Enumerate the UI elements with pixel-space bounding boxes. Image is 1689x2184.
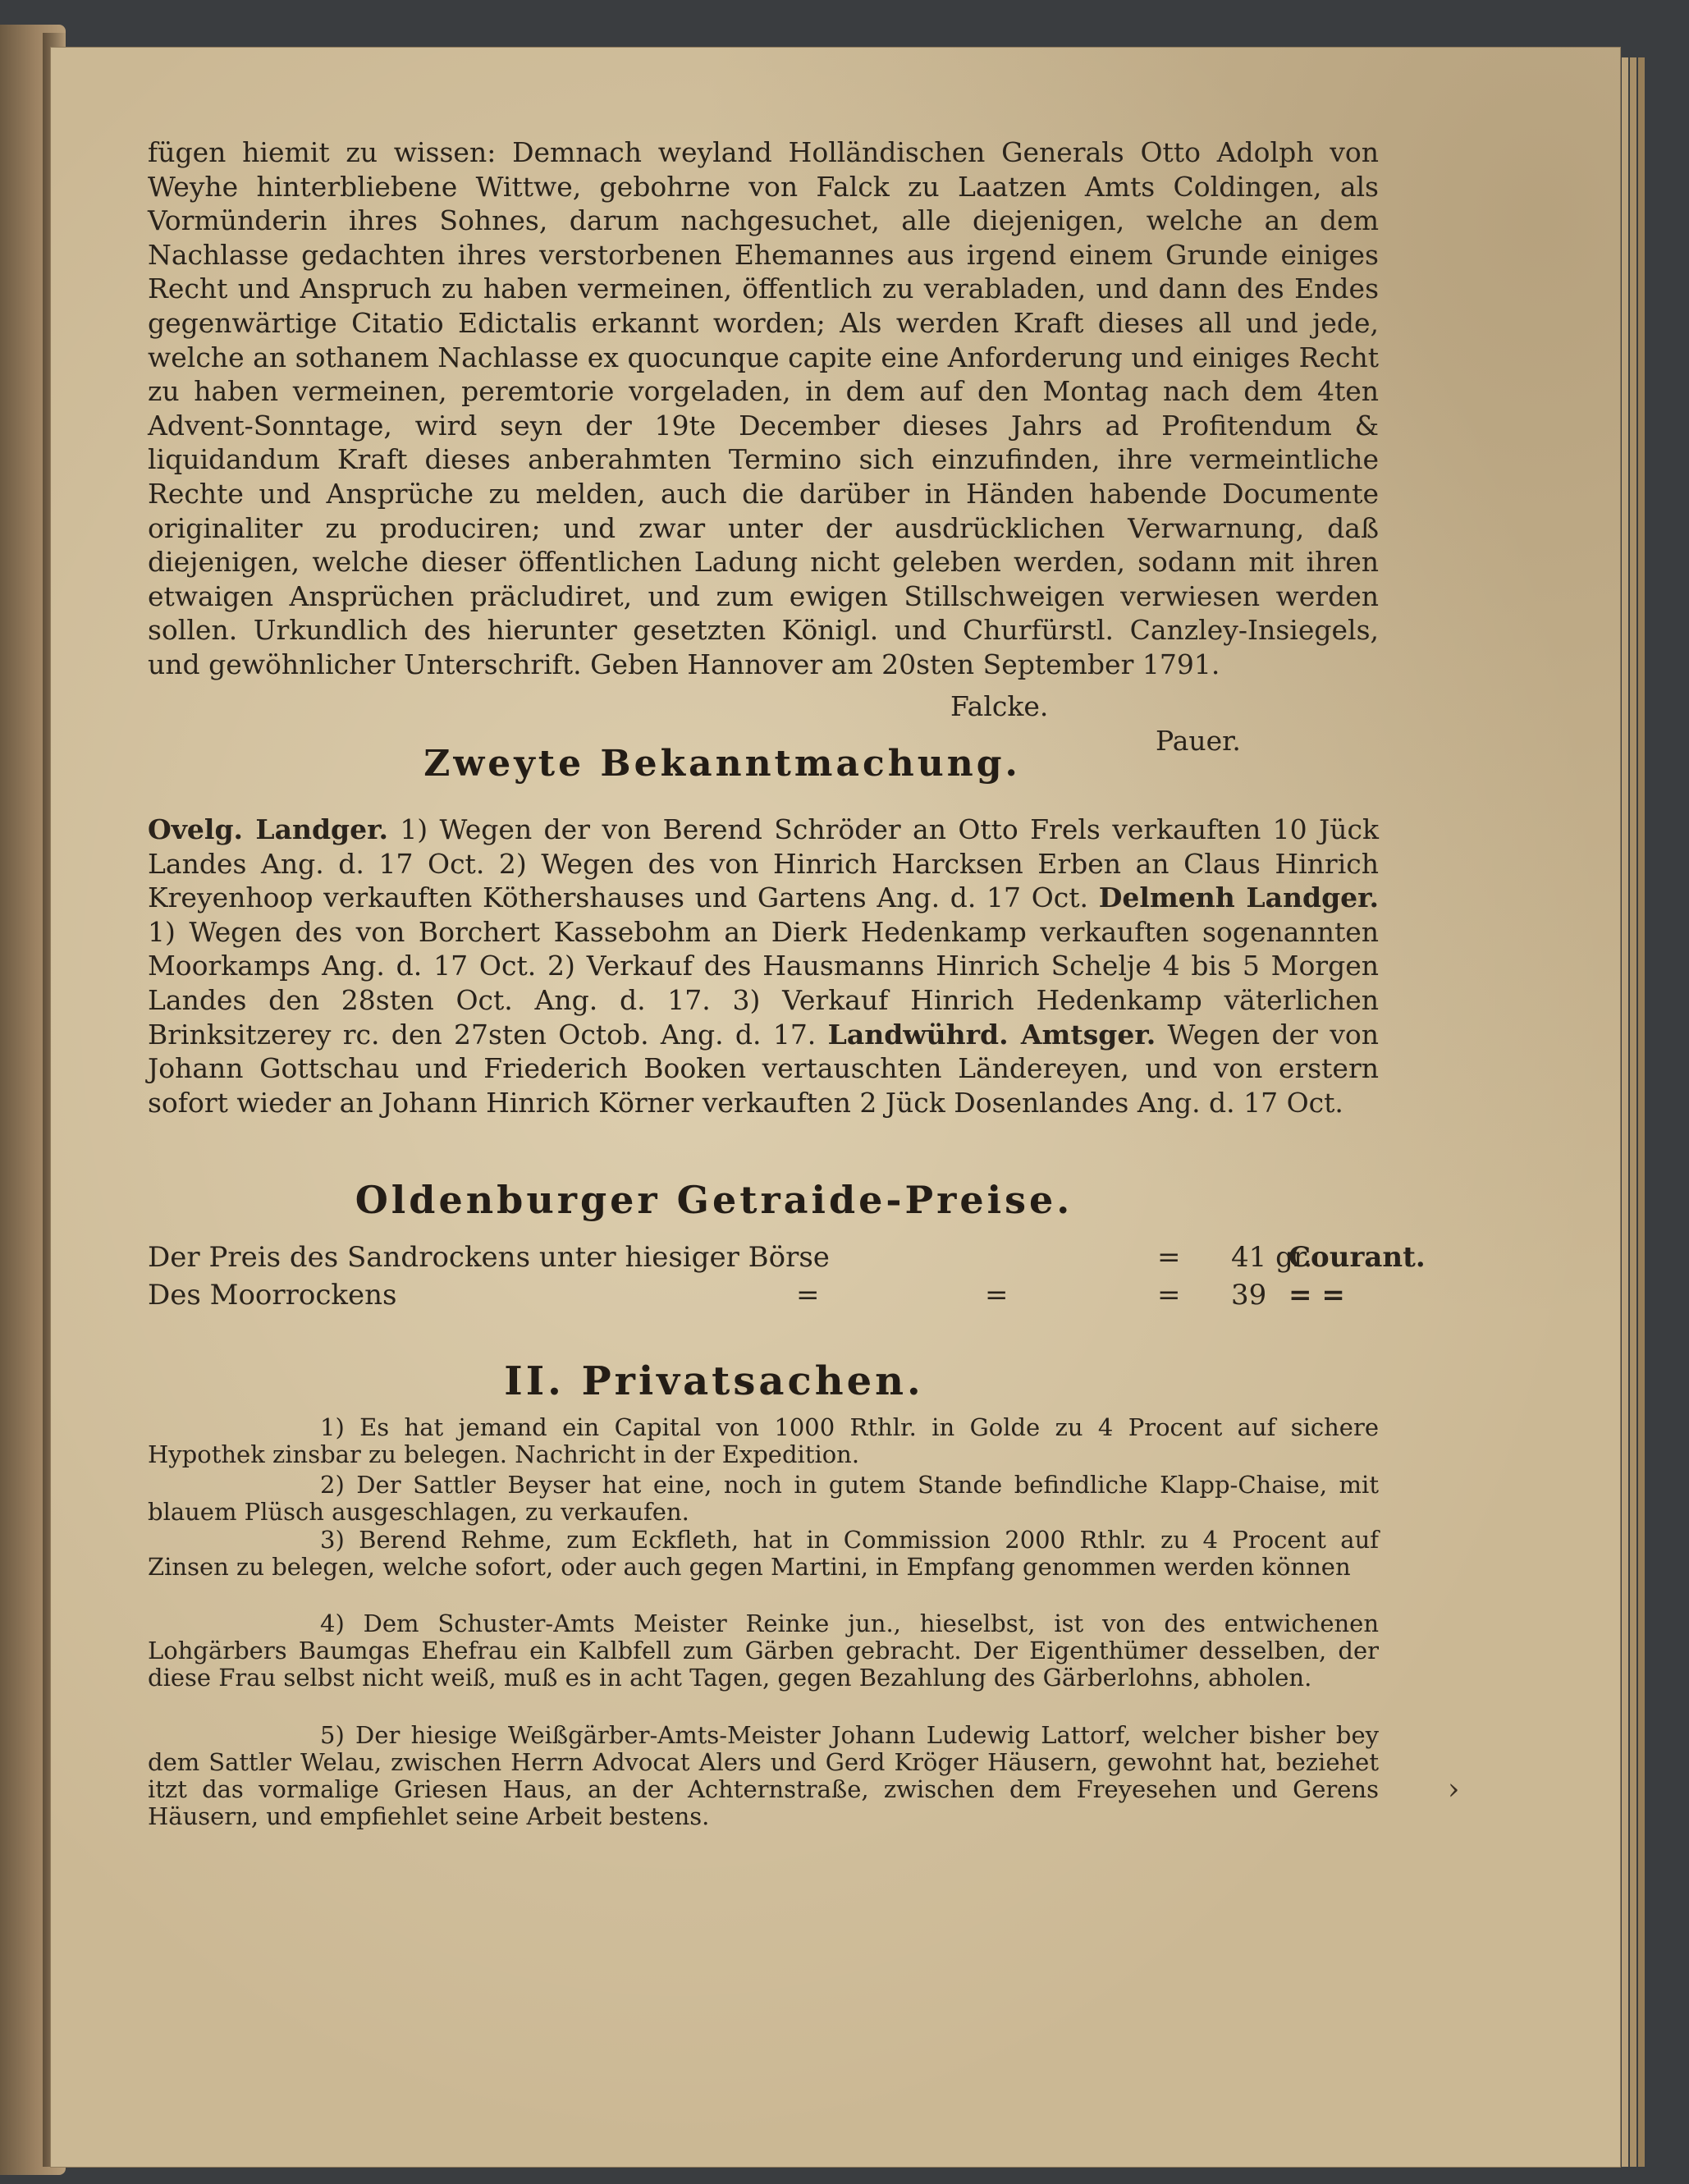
price-value: 41 gr.	[1231, 1241, 1313, 1274]
court-landwuehrden: Landwührd. Amtsger.	[827, 1018, 1156, 1051]
private-item	[148, 1527, 1379, 1581]
price-unit: = =	[1288, 1279, 1345, 1312]
price-value: 39	[1231, 1279, 1267, 1312]
court-landwuehrden-text: Wegen der von Johann Gottschau und Friederich Booken vertauschten Ländereyen, und von erstern sofort wieder an Johann Hinrich Körner verkauften 2 Jück Dosenlandes Ang. d. 17 Oct.	[148, 1018, 1379, 1119]
price-label: Der Preis des Sandrockens unter hiesiger Börse	[148, 1241, 830, 1274]
court-delmenhorst: Delmenh Landger.	[1098, 881, 1379, 914]
page-edge	[1622, 57, 1628, 2167]
court-ovelgoenne: Ovelg. Landger.	[148, 813, 388, 845]
private-item	[148, 1722, 1379, 1830]
private-item	[148, 1610, 1379, 1692]
price-row	[148, 1279, 1379, 1316]
private-item-text: 3) Berend Rehme, zum Eckfleth, hat in Commission 2000 Rthlr. zu 4 Procent auf Zinsen zu belegen, welche sofort, oder auch gegen Martini, in Empfang genommen werden können	[148, 1526, 1379, 1581]
heading-private-matters: II. Privatsachen.	[504, 1358, 924, 1404]
notice-block	[148, 813, 1379, 1119]
private-item-text: 1) Es hat jemand ein Capital von 1000 Rthlr. in Golde zu 4 Procent auf sichere Hypothek zinsbar zu belegen. Nachricht in der Expedition.	[148, 1413, 1379, 1468]
court-ovelgoenne-text: 1) Wegen der von Berend Schröder an Otto Frels verkauften 10 Jück Landes Ang. d. 17 Oct. 2) Wegen des von Hinrich Harcksen Erben an Claus Hinrich Kreyenhoop verkauften Köthershauses und Gartens Ang. d. 17 Oct.	[148, 813, 1379, 914]
private-item-text: 5) Der hiesige Weißgärber-Amts-Meister Johann Ludewig Lattorf, welcher bisher bey dem Sattler Welau, zwischen Herrn Advocat Alers und Gerd Kröger Häusern, gewohnt hat, beziehet itzt das vormalige Griesen Haus, an der Achternstraße, zwischen dem Freyesehen und Gerens Häusern, und empfiehlet seine Arbeit bestens.	[148, 1721, 1379, 1830]
margin-mark: ›	[1448, 1773, 1460, 1806]
ditto-mark: =	[1157, 1279, 1181, 1312]
heading-grain-prices: Oldenburger Getraide-Preise.	[355, 1178, 1073, 1222]
price-unit: Courant.	[1288, 1241, 1426, 1274]
price-row	[148, 1241, 1426, 1279]
page-edge	[1630, 57, 1636, 2167]
private-item-text: 4) Dem Schuster-Amts Meister Reinke jun., hieselbst, ist von des entwichenen Lohgärbers Baumgas Ehefrau ein Kalbfell zum Gärben gebracht. Der Eigenthümer desselben, der diese Frau selbst nicht weiß, muß es in acht Tagen, gegen Bezahlung des Gärberlohns, abholen.	[148, 1609, 1379, 1692]
private-item-text: 2) Der Sattler Beyser hat eine, noch in gutem Stande befindliche Klapp-Chaise, mit blauem Plüsch ausgeschlagen, zu verkaufen.	[148, 1471, 1379, 1526]
first-paragraph: fügen hiemit zu wissen: Demnach weyland Holländischen Generals Otto Adolph von Weyhe hinterbliebene Wittwe, gebohrne von Falck zu Laatzen Amts Coldingen, als Vormünderin ihres Sohnes, darum nachgesuchet, alle diejenigen, welche an dem Nachlasse gedachten ihres verstorbenen Ehemannes aus irgend einem Grunde einiges Recht und Anspruch zu haben vermeinen, öffentlich zu verabladen, und dann des Endes gegenwärtige Citatio Edictalis erkannt worden; Als werden Kraft dieses all und jede, welche an sothanem Nachlasse ex quocunque capite eine Anforderung und einiges Recht zu haben vermeinen, peremtorie vorgeladen, in dem auf den Montag nach dem 4ten Advent-Sonntage, wird seyn der 19te December dieses Jahrs ad Profitendum & liquidandum Kraft dieses anberahmten Termino sich einzufinden, ihre vermeintliche Rechte und Ansprüche zu melden, auch die darüber in Händen habende Documente originaliter zu produciren; und zwar unter der ausdrücklichen Verwarnung, daß diejenigen, welche dieser öffentlichen Ladung nicht geleben werden, sodann mit ihren etwaigen Ansprüchen präcludiret, und zum ewigen Stillschweigen verwiesen werden sollen. Urkundlich des hierunter gesetzten Königl. und Churfürstl. Canzley-Insiegels, und gewöhnlicher Unterschrift. Geben Hannover am 20sten September 1791.	[148, 136, 1379, 680]
court-delmenhorst-text: 1) Wegen des von Borchert Kassebohm an Dierk Hedenkamp verkauften sogenannten Moorkamps Ang. d. 17 Oct. 2) Verkauf des Hausmanns Hinrich Schelje 4 bis 5 Morgen Landes den 28sten Oct. Ang. d. 17. 3) Verkauf Hinrich Hedenkamp väterlichen Brinksitzerey rc. den 27sten Octob. Ang. d. 17.	[148, 915, 1379, 1051]
ditto-mark: =	[985, 1279, 1009, 1312]
signature-falcke: Falcke.	[950, 690, 1049, 722]
first-paragraph-block	[148, 135, 1379, 682]
price-label: Des Moorrockens	[148, 1279, 397, 1312]
private-item	[148, 1414, 1379, 1468]
heading-second-notice: Zweyte Bekanntmachung.	[423, 743, 1021, 785]
signature-pauer: Pauer.	[1156, 725, 1241, 757]
page-edge	[1638, 57, 1645, 2167]
private-item	[148, 1472, 1379, 1526]
ditto-mark: =	[1157, 1241, 1181, 1274]
ditto-mark: =	[796, 1279, 820, 1312]
